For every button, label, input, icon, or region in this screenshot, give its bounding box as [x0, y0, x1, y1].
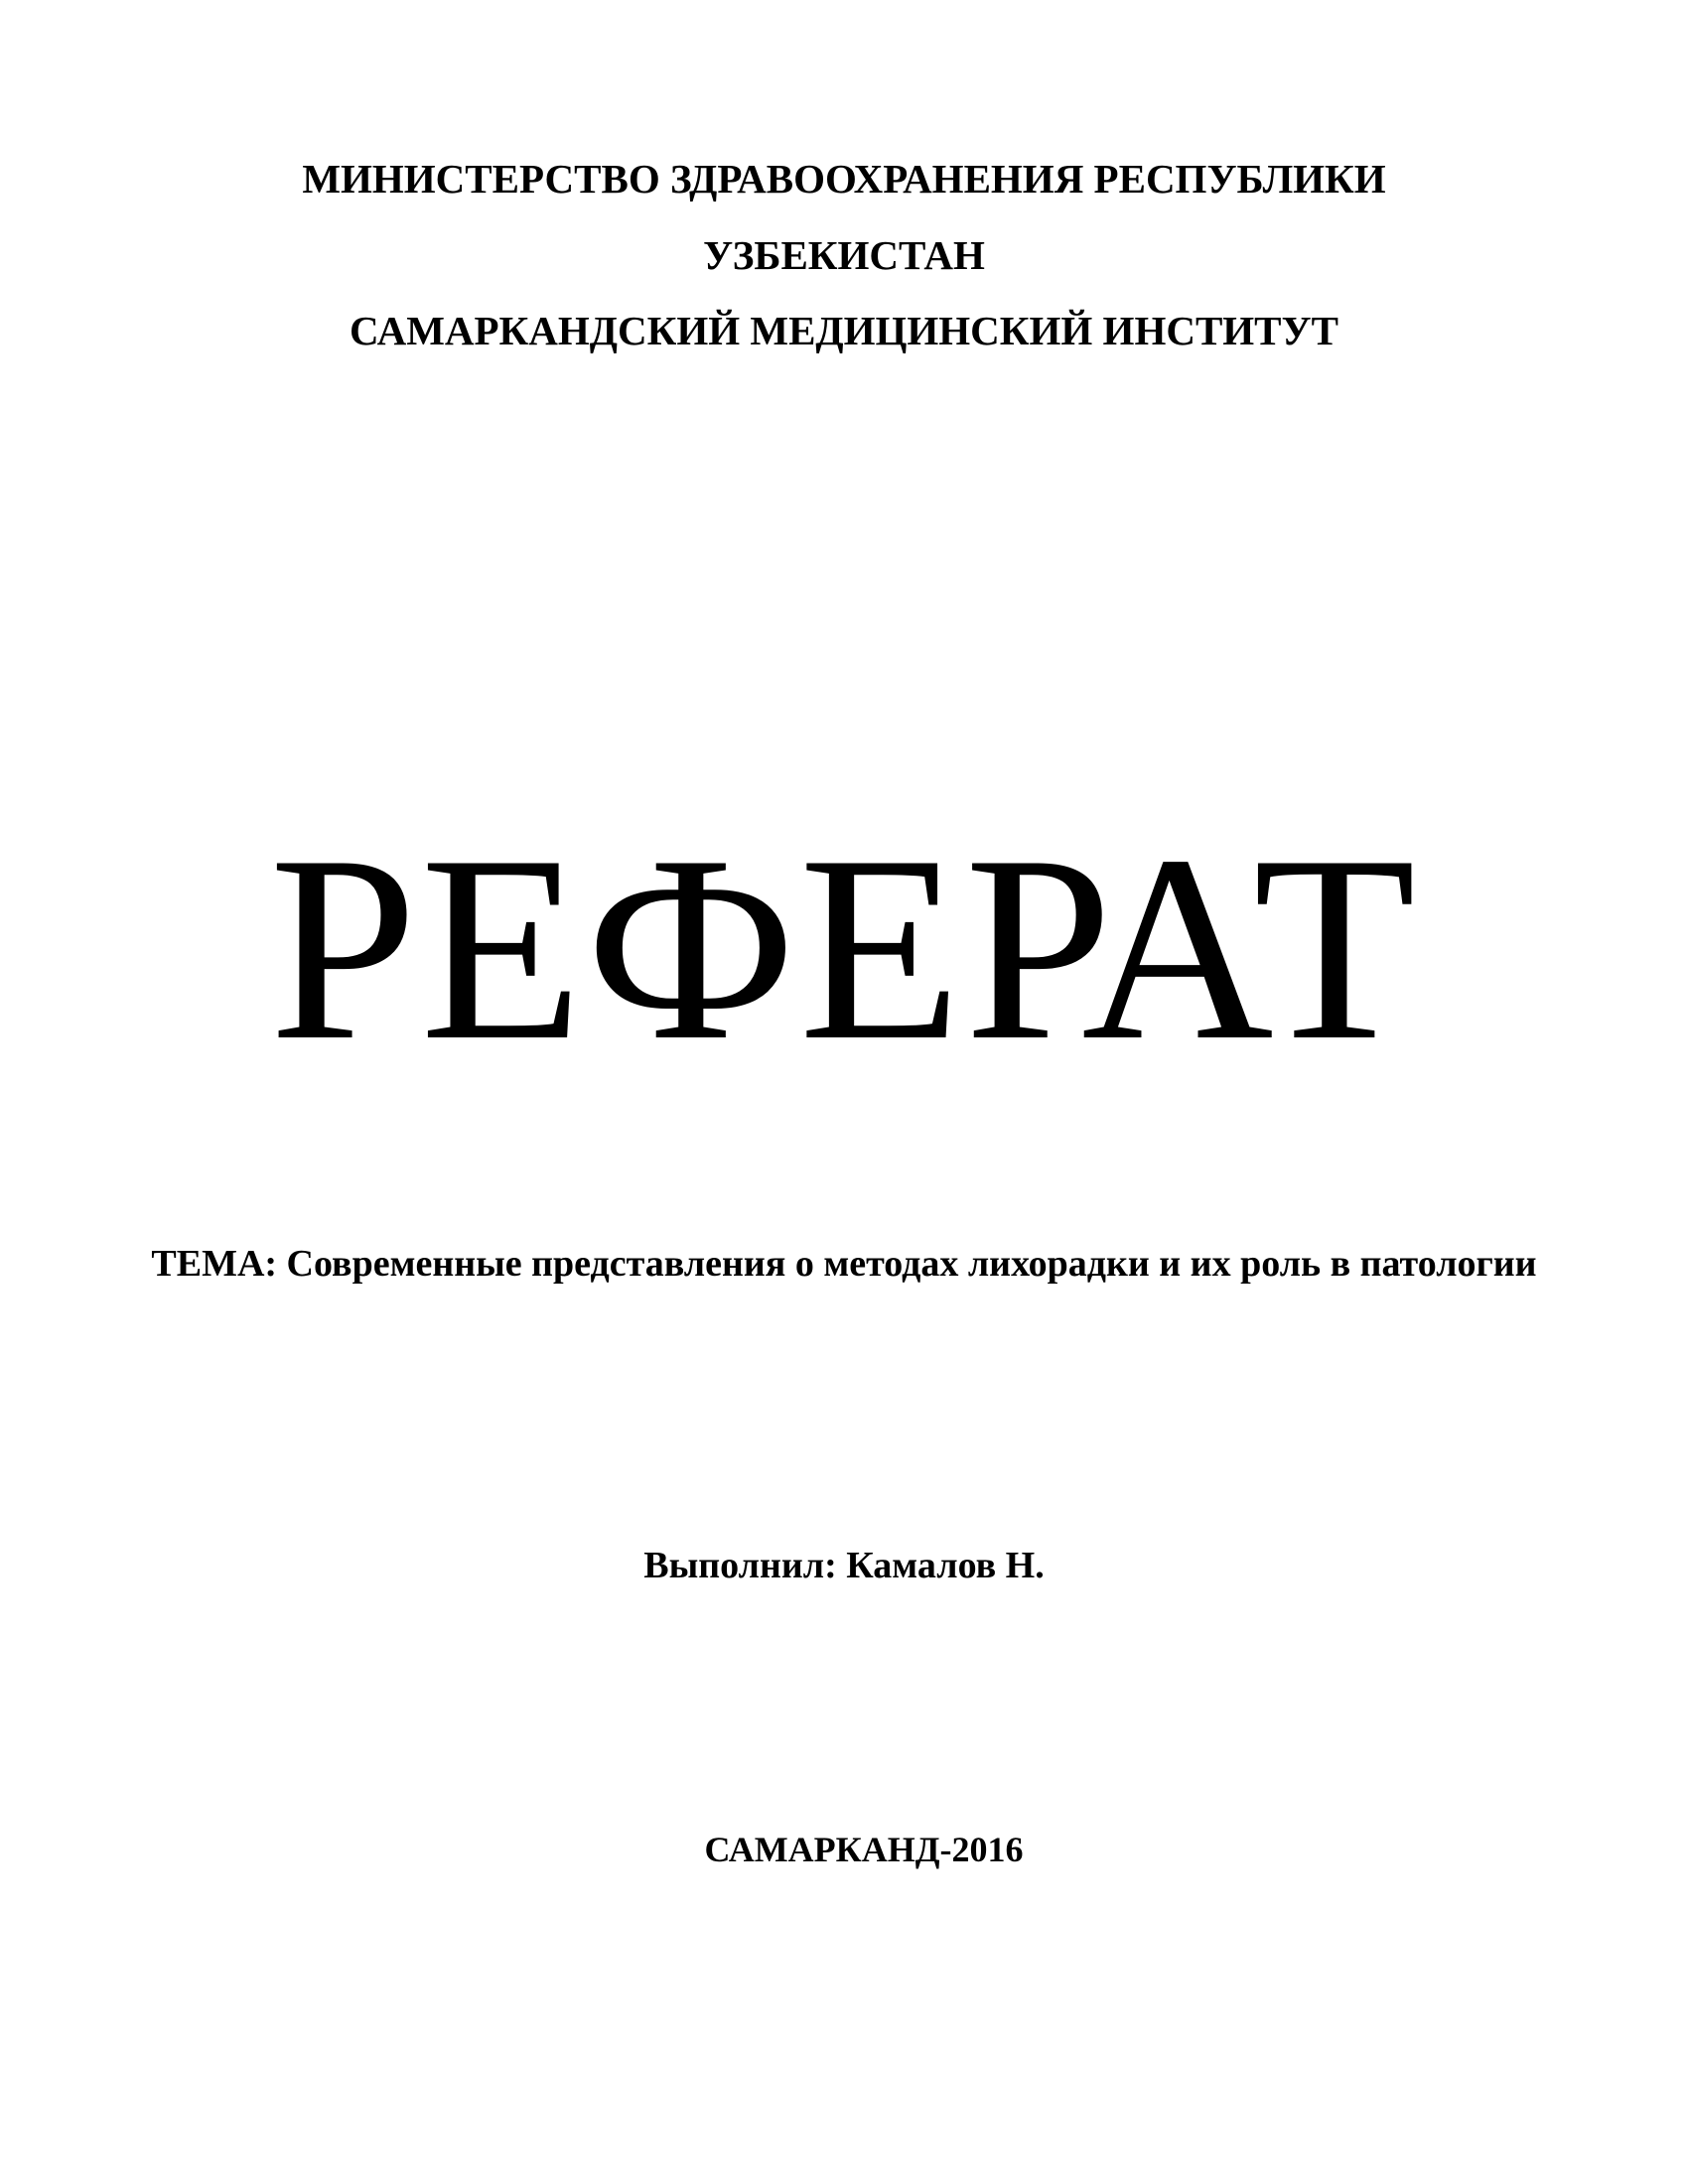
city-year-line: САМАРКАНД-2016 — [704, 1830, 1024, 1869]
author-line: Выполнил: Камалов Н. — [643, 1545, 1045, 1586]
institute-heading: САМАРКАНДСКИЙ МЕДИЦИНСКИЙ ИНСТИТУТ — [350, 308, 1338, 353]
topic-text: ТЕМА: Современные представления о методах лихорадки и их роль в патологии — [151, 1243, 1537, 1285]
document-title: РЕФЕРАТ — [269, 800, 1419, 1095]
ministry-heading: МИНИСТЕРСТВО ЗДРАВООХРАНЕНИЯ РЕСПУБЛИКИ — [302, 156, 1386, 202]
country-heading: УЗБЕКИСТАН — [703, 232, 985, 278]
